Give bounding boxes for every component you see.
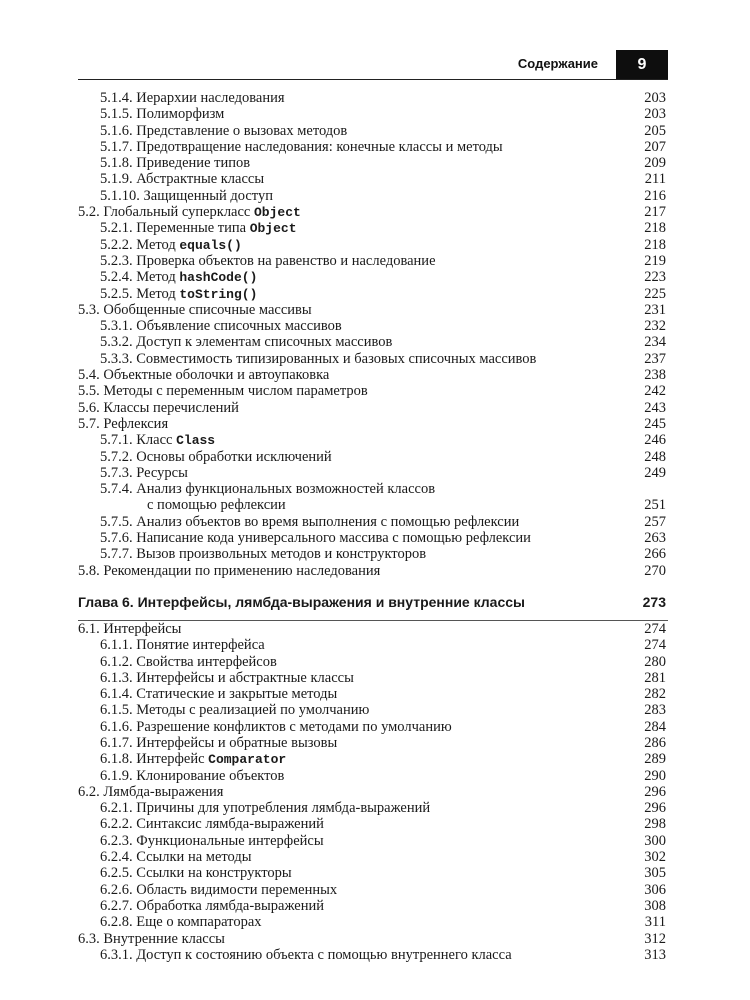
toc-entry-number: 5.2.4.	[100, 269, 133, 286]
toc-entry-number: 5.2.3.	[100, 252, 133, 269]
toc-entry	[78, 546, 668, 562]
toc-entry-page: 263	[644, 530, 666, 547]
toc-entry-number: 6.1.7.	[100, 734, 133, 751]
toc-entry-number: 5.1.7.	[100, 138, 133, 155]
toc-entry	[78, 514, 668, 530]
toc-entry-page: 298	[644, 816, 666, 833]
toc-entry	[78, 784, 668, 800]
toc-entry-number: 5.7.	[78, 415, 100, 432]
toc-entry-page: 266	[644, 546, 666, 563]
toc-entry-number: 5.7.5.	[100, 513, 133, 530]
toc-entry-title	[100, 155, 250, 171]
toc-entry-title	[100, 171, 264, 187]
toc-entry-label: Метод	[136, 269, 176, 286]
toc-entry-page: 203	[644, 106, 666, 123]
toc-entry-page: 308	[644, 897, 666, 914]
toc-entry	[78, 367, 668, 383]
toc-entry-page: 257	[644, 513, 666, 530]
toc-entry-number: 5.3.	[78, 301, 100, 318]
toc-entry-page: 205	[644, 122, 666, 139]
toc-entry-label: Обобщенные списочные массивы	[103, 301, 312, 318]
toc-entry-number: Глава 6.	[78, 593, 134, 610]
toc-entry-page: 313	[644, 946, 666, 963]
toc-entry-label: Обработка лямбда-выражений	[136, 897, 324, 914]
toc-entry-title	[78, 594, 525, 610]
toc-entry-number: 5.1.9.	[100, 171, 133, 188]
toc-entry-number: 5.2.	[78, 204, 100, 221]
toc-entry-number: 5.3.2.	[100, 334, 133, 351]
toc-entry-page: 286	[644, 734, 666, 751]
toc-entry-number: 6.2.6.	[100, 881, 133, 898]
toc-entry-number: 6.1.9.	[100, 767, 133, 784]
toc-entry-title	[100, 865, 292, 881]
toc-entry	[78, 702, 668, 718]
toc-entry-title	[100, 914, 262, 930]
toc-entry-page: 251	[644, 497, 666, 514]
toc-entry-title	[78, 367, 329, 383]
toc-entry-label: Предотвращение наследования: конечные классы и методы	[136, 138, 503, 155]
toc-entry-number: 5.1.5.	[100, 106, 133, 123]
toc-entry-label: Внутренние классы	[103, 930, 225, 947]
toc-entry-number: 5.1.6.	[100, 122, 133, 139]
toc-entry	[78, 768, 668, 784]
toc-entry-page: 281	[644, 669, 666, 686]
toc-entry	[78, 816, 668, 832]
toc-entry-number: 5.4.	[78, 367, 100, 384]
toc-entry-number: 6.1.1.	[100, 637, 133, 654]
toc-entry-number: 6.1.5.	[100, 702, 133, 719]
toc-entry	[78, 123, 668, 139]
running-header	[78, 50, 668, 80]
toc-entry-number: 5.7.2.	[100, 448, 133, 465]
toc-entry-label: Совместимость типизированных и базовых списочных массивов	[136, 350, 537, 367]
toc-entry-label: Объявление списочных массивов	[136, 318, 342, 335]
toc-entry	[78, 670, 668, 686]
toc-entry-label: Приведение типов	[136, 155, 251, 172]
toc-entry-page: 270	[644, 562, 666, 579]
toc-entry-number: 6.3.	[78, 930, 100, 947]
toc-entry-page: 218	[644, 236, 666, 253]
toc-entry-page: 203	[644, 90, 666, 106]
toc-entry-title	[100, 751, 286, 768]
toc-entry	[78, 204, 668, 220]
toc-entry-label: Свойства интерфейсов	[136, 653, 277, 670]
toc-entry-title	[100, 318, 342, 334]
toc-entry-label: Статические и закрытые методы	[136, 686, 338, 703]
toc-entry	[78, 237, 668, 253]
toc-entry-number: 6.2.4.	[100, 849, 133, 866]
toc-entry-number: 6.2.8.	[100, 914, 133, 931]
toc-entry	[78, 833, 668, 849]
toc-entry	[78, 318, 668, 334]
toc-entry-label: Ресурсы	[136, 464, 188, 481]
toc-entry	[78, 914, 668, 930]
toc-entry-page: 274	[644, 637, 666, 654]
toc-entry-label: Методы с реализацией по умолчанию	[136, 702, 370, 719]
toc-entry	[78, 90, 668, 106]
toc-entry-number: 6.2.2.	[100, 816, 133, 833]
toc-entry-number: 6.2.7.	[100, 897, 133, 914]
toc-entry-label: Интерфейс	[136, 751, 205, 768]
toc-entry-title	[100, 735, 337, 751]
toc-entry-label: Класс	[136, 432, 173, 449]
toc-entry-number: 5.1.8.	[100, 155, 133, 172]
toc-entry-page: 284	[644, 718, 666, 735]
toc-entry-code: Comparator	[208, 752, 287, 768]
toc-entry-label: Метод	[136, 236, 176, 253]
toc-entry	[78, 449, 668, 465]
toc-entry-title	[100, 139, 503, 155]
toc-entry	[78, 171, 668, 187]
toc-entry-page: 305	[644, 865, 666, 882]
toc-entry-number: 6.2.3.	[100, 832, 133, 849]
toc-entry-label: Представление о вызовах методов	[136, 122, 348, 139]
toc-entry	[78, 865, 668, 881]
toc-entry	[78, 220, 668, 236]
toc-entry-page: 248	[644, 448, 666, 465]
toc-entry	[78, 637, 668, 653]
toc-entry	[78, 931, 668, 947]
toc-entry-title	[100, 106, 224, 122]
toc-entry-title	[78, 383, 368, 399]
toc-entry-code: equals()	[179, 237, 242, 253]
toc-entry	[78, 383, 668, 399]
toc-entry-code: Class	[176, 433, 216, 449]
toc-entry	[78, 849, 668, 865]
toc-entry-code: Object	[253, 205, 301, 221]
header-title: Содержание	[517, 56, 598, 71]
toc-entry-page: 280	[644, 653, 666, 670]
table-of-contents	[78, 90, 668, 963]
toc-entry-label: Интерфейсы, лямбда-выражения и внутренние классы	[137, 593, 525, 610]
toc-entry-page: 311	[644, 914, 666, 931]
toc-entry-number: 5.1.10.	[100, 187, 140, 204]
toc-entry-page: 237	[644, 350, 666, 367]
toc-entry-label: Объектные оболочки и автоупаковка	[103, 367, 330, 384]
toc-entry-title	[78, 204, 301, 221]
toc-entry-title	[100, 637, 265, 653]
toc-entry-title	[100, 269, 257, 286]
toc-entry-page: 219	[644, 252, 666, 269]
toc-entry-title	[100, 465, 188, 481]
toc-entry-label: Полиморфизм	[136, 106, 225, 123]
toc-entry-title	[100, 719, 452, 735]
toc-entry-page: 245	[644, 415, 666, 432]
toc-entry	[78, 432, 668, 448]
toc-entry-number: 5.2.2.	[100, 236, 133, 253]
toc-entry	[78, 530, 668, 546]
toc-entry	[78, 302, 668, 318]
toc-entry-title	[100, 90, 285, 106]
toc-entry-number: 5.7.6.	[100, 530, 133, 547]
toc-entry-label: Методы с переменным числом параметров	[103, 383, 368, 400]
toc-entry-title	[100, 882, 337, 898]
toc-entry-code: Object	[249, 221, 297, 237]
toc-entry-title	[100, 898, 324, 914]
toc-entry	[78, 334, 668, 350]
toc-entry-page: 243	[644, 399, 666, 416]
toc-entry-label: Анализ объектов во время выполнения с помощью рефлексии	[136, 513, 520, 530]
toc-entry-label: Абстрактные классы	[136, 171, 265, 188]
toc-entry-title	[100, 237, 242, 254]
toc-entry-title	[100, 481, 435, 514]
toc-entry-number: 5.1.4.	[100, 90, 133, 106]
toc-entry	[78, 719, 668, 735]
toc-entry-label: Интерфейсы и абстрактные классы	[136, 669, 354, 686]
toc-entry-label: Защищенный доступ	[143, 187, 273, 204]
toc-entry-label: Рекомендации по применению наследования	[103, 562, 381, 579]
toc-entry-label-continued: с помощью рефлексии	[147, 497, 286, 514]
toc-entry-title	[100, 686, 337, 702]
toc-entry-number: 5.3.3.	[100, 350, 133, 367]
toc-entry-title	[100, 947, 512, 963]
toc-entry-number: 5.5.	[78, 383, 100, 400]
toc-entry-page: 282	[644, 686, 666, 703]
toc-entry	[78, 751, 668, 767]
toc-entry-label: Разрешение конфликтов с методами по умолчанию	[136, 718, 452, 735]
toc-entry-title	[100, 702, 369, 718]
toc-entry-label: Доступ к состоянию объекта с помощью внутреннего класса	[136, 946, 512, 963]
toc-entry-title	[100, 123, 347, 139]
toc-entry-page: 246	[644, 432, 666, 449]
toc-entry-page: 296	[644, 800, 666, 817]
toc-entry-title	[100, 800, 430, 816]
toc-entry	[78, 686, 668, 702]
toc-entry-label: Метод	[136, 285, 176, 302]
toc-entry	[78, 351, 668, 367]
toc-entry-label: Клонирование объектов	[136, 767, 285, 784]
toc-entry-label: Функциональные интерфейсы	[136, 832, 324, 849]
toc-entry-page: 242	[644, 383, 666, 400]
toc-entry	[78, 563, 668, 579]
toc-entry-number: 6.1.3.	[100, 669, 133, 686]
toc-entry-code: toString()	[179, 286, 258, 302]
toc-entry-title	[100, 286, 257, 303]
toc-entry	[78, 621, 668, 637]
toc-entry	[78, 139, 668, 155]
toc-entry	[78, 800, 668, 816]
toc-entry-title	[100, 670, 354, 686]
toc-entry-title	[100, 514, 519, 530]
toc-entry-number: 6.3.1.	[100, 946, 133, 963]
toc-entry-title	[100, 768, 284, 784]
toc-entry	[78, 269, 668, 285]
toc-entry-page: 209	[644, 155, 666, 172]
toc-entry-number: 6.1.8.	[100, 751, 133, 768]
toc-entry-label: Синтаксис лямбда-выражений	[136, 816, 324, 833]
toc-entry-label: Глобальный суперкласс	[103, 204, 251, 221]
toc-entry-title	[78, 416, 168, 432]
toc-entry-page: 232	[644, 318, 666, 335]
toc-entry-label: Классы перечислений	[103, 399, 239, 416]
toc-entry-page: 312	[644, 930, 666, 947]
toc-entry	[78, 155, 668, 171]
toc-entry-title	[100, 546, 426, 562]
toc-entry-page: 234	[644, 334, 666, 351]
toc-entry-title	[100, 432, 215, 449]
toc-entry-number: 5.3.1.	[100, 318, 133, 335]
toc-entry	[78, 654, 668, 670]
toc-entry-page: 300	[644, 832, 666, 849]
toc-entry-title	[100, 849, 251, 865]
toc-entry-label: Область видимости переменных	[136, 881, 338, 898]
toc-entry	[78, 416, 668, 432]
toc-entry-page: 273	[642, 593, 666, 610]
toc-entry-label: Понятие интерфейса	[136, 637, 265, 654]
toc-entry-number: 5.7.4.	[100, 481, 133, 498]
toc-entry-label: Еще о компараторах	[136, 914, 262, 931]
toc-entry-title	[100, 253, 436, 269]
toc-entry-number: 6.2.	[78, 783, 100, 800]
toc-entry-label: Интерфейсы и обратные вызовы	[136, 734, 338, 751]
toc-entry	[78, 882, 668, 898]
page-number-box: 9	[616, 50, 668, 79]
toc-entry-title	[78, 931, 225, 947]
toc-entry-page: 283	[644, 702, 666, 719]
toc-entry-label: Лямбда-выражения	[103, 783, 224, 800]
toc-entry-page: 290	[644, 767, 666, 784]
toc-entry-number: 5.6.	[78, 399, 100, 416]
toc-entry-label: Основы обработки исключений	[136, 448, 332, 465]
toc-entry	[78, 465, 668, 481]
toc-entry-number: 5.7.1.	[100, 432, 133, 449]
toc-entry-label: Вызов произвольных методов и конструкторов	[136, 546, 427, 563]
toc-entry-title	[100, 654, 277, 670]
toc-entry-page: 274	[644, 620, 666, 637]
toc-entry-page: 238	[644, 367, 666, 384]
toc-entry-label: Написание кода универсального массива с помощью рефлексии	[136, 530, 531, 547]
toc-entry	[78, 400, 668, 416]
toc-entry-label: Причины для употребления лямбда-выражений	[136, 800, 431, 817]
toc-entry-title	[100, 816, 324, 832]
toc-entry	[78, 735, 668, 751]
toc-entry-number: 5.7.3.	[100, 464, 133, 481]
toc-entry-title	[100, 188, 273, 204]
toc-entry	[78, 253, 668, 269]
toc-entry-page: 231	[644, 301, 666, 318]
toc-entry-title	[100, 334, 392, 350]
toc-entry	[78, 106, 668, 122]
toc-entry-title	[78, 621, 181, 637]
toc-entry-page: 217	[644, 204, 666, 221]
toc-entry-title	[78, 784, 223, 800]
toc-entry-label: Анализ функциональных возможностей классов	[136, 481, 436, 498]
toc-entry-code: hashCode()	[179, 270, 258, 286]
toc-entry-label: Переменные типа	[136, 220, 247, 237]
toc-entry-number: 6.2.1.	[100, 800, 133, 817]
toc-entry-label: Иерархии наследования	[136, 90, 285, 106]
toc-entry-number: 5.2.1.	[100, 220, 133, 237]
toc-entry	[78, 481, 668, 514]
toc-entry-number: 6.1.4.	[100, 686, 133, 703]
toc-entry-number: 6.1.6.	[100, 718, 133, 735]
toc-entry-title	[78, 302, 312, 318]
toc-entry-page: 249	[644, 464, 666, 481]
toc-entry-page: 289	[644, 751, 666, 768]
toc-entry-page: 296	[644, 783, 666, 800]
toc-entry-page: 306	[644, 881, 666, 898]
toc-entry-title	[78, 400, 239, 416]
toc-entry	[78, 188, 668, 204]
toc-entry	[78, 898, 668, 914]
toc-entry-page: 223	[644, 269, 666, 286]
toc-entry-label: Доступ к элементам списочных массивов	[136, 334, 393, 351]
toc-entry-number: 5.2.5.	[100, 285, 133, 302]
toc-chapter-heading	[78, 587, 668, 621]
toc-entry-page: 225	[644, 285, 666, 302]
toc-entry-page: 207	[644, 138, 666, 155]
toc-entry-title	[100, 351, 536, 367]
toc-entry-title	[78, 563, 380, 579]
toc-entry-label: Ссылки на методы	[136, 849, 252, 866]
toc-entry-number: 5.8.	[78, 562, 100, 579]
toc-entry	[78, 286, 668, 302]
toc-entry-number: 5.7.7.	[100, 546, 133, 563]
toc-entry-number: 6.1.	[78, 620, 100, 637]
toc-entry-label: Интерфейсы	[103, 620, 182, 637]
toc-entry-title	[100, 833, 324, 849]
toc-entry-label: Проверка объектов на равенство и наследование	[136, 252, 436, 269]
toc-entry-page: 302	[644, 849, 666, 866]
toc-entry-page: 216	[644, 187, 666, 204]
toc-entry-page: 211	[644, 171, 666, 188]
toc-entry-label: Ссылки на конструкторы	[136, 865, 292, 882]
toc-entry-page: 218	[644, 220, 666, 237]
toc-entry	[78, 947, 668, 963]
toc-entry-number: 6.1.2.	[100, 653, 133, 670]
toc-entry-title	[100, 530, 531, 546]
toc-entry-label: Рефлексия	[103, 415, 169, 432]
toc-entry-title	[100, 449, 332, 465]
toc-entry-number: 6.2.5.	[100, 865, 133, 882]
toc-entry-title	[100, 220, 297, 237]
